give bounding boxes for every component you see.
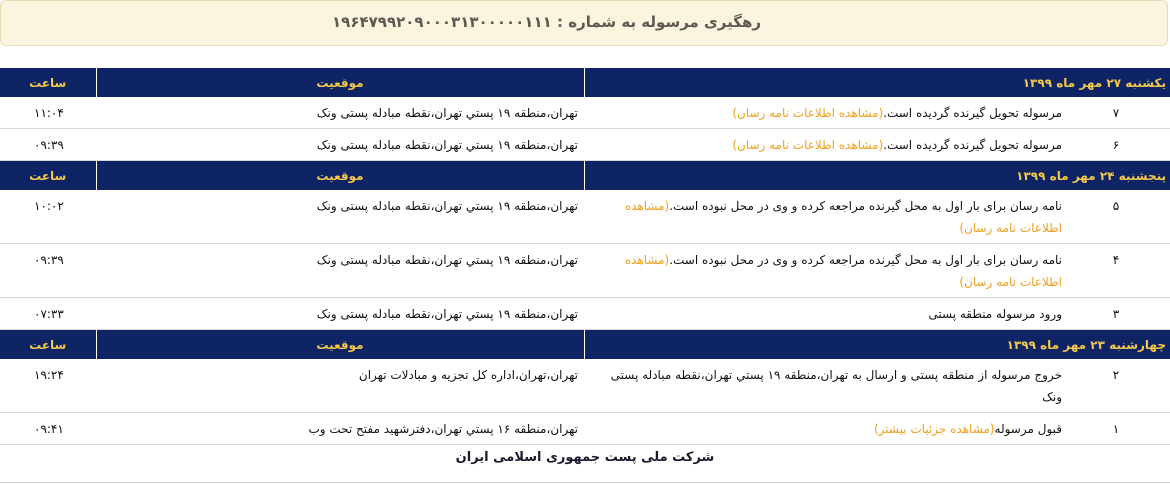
date-header-row <box>0 161 1170 191</box>
time-column-header: ساعت <box>0 68 96 97</box>
row-time: ۱۰:۰۲ <box>0 190 96 244</box>
row-location: تهران،منطقه ۱۹ پستي تهران،نقطه مبادله پستی ونک <box>96 244 584 298</box>
row-description <box>584 244 1062 298</box>
location-column-header: موقعیت <box>96 68 584 97</box>
row-location: تهران،منطقه ۱۹ پستي تهران،نقطه مبادله پستی ونک <box>96 97 584 129</box>
view-postman-info-link[interactable]: (مشاهده اطلاعات نامه رسان) <box>624 253 1062 289</box>
time-column-header: ساعت <box>0 161 96 191</box>
footer-company-name: شرکت ملی پست جمهوری اسلامی ایران <box>455 450 715 465</box>
view-postman-info-link[interactable]: (مشاهده اطلاعات نامه رسان) <box>624 199 1062 235</box>
row-description <box>584 97 1062 129</box>
date-label: یکشنبه ۲۷ مهر ماه ۱۳۹۹ <box>584 68 1170 97</box>
row-description <box>584 359 1062 413</box>
row-time: ۰۹:۳۹ <box>0 244 96 298</box>
time-column-header: ساعت <box>0 330 96 360</box>
row-time: ۱۹:۲۴ <box>0 359 96 413</box>
row-location: تهران،منطقه ۱۹ پستي تهران،نقطه مبادله پستی ونک <box>96 129 584 161</box>
date-header-row <box>0 330 1170 360</box>
row-number: ۴ <box>1062 244 1170 298</box>
status-text: مرسوله تحویل گیرنده گردیده است. <box>883 106 1062 120</box>
row-location: تهران،منطقه ۱۹ پستي تهران،نقطه مبادله پستی ونک <box>96 190 584 244</box>
location-column-header: موقعیت <box>96 330 584 360</box>
status-text: نامه رسان برای بار اول به محل گیرنده مراجعه کرده و وی در محل نبوده است. <box>669 253 1062 267</box>
row-location: تهران،منطقه ۱۶ پستي تهران،دفترشهید مفتح تحت وب <box>96 413 584 445</box>
footer-divider <box>0 482 1170 483</box>
row-number: ۳ <box>1062 298 1170 330</box>
date-header-row <box>0 68 1170 97</box>
table-row <box>0 97 1170 129</box>
table-row <box>0 190 1170 244</box>
status-text: خروج مرسوله از منطقه پستی و ارسال به تهران،منطقه ۱۹ پستي تهران،نقطه مبادله پستی ونک <box>610 368 1062 404</box>
row-number: ۱ <box>1062 413 1170 445</box>
table-row <box>0 244 1170 298</box>
row-number: ۲ <box>1062 359 1170 413</box>
row-description <box>584 129 1062 161</box>
row-number: ۷ <box>1062 97 1170 129</box>
view-postman-info-link[interactable]: (مشاهده اطلاعات نامه رسان) <box>732 138 884 152</box>
row-number: ۵ <box>1062 190 1170 244</box>
status-text: ورود مرسوله منطقه پستی <box>928 307 1062 321</box>
row-description <box>584 190 1062 244</box>
status-text: نامه رسان برای بار اول به محل گیرنده مراجعه کرده و وی در محل نبوده است. <box>669 199 1062 213</box>
tracking-title-box <box>0 0 1168 46</box>
row-number: ۶ <box>1062 129 1170 161</box>
row-location: تهران،منطقه ۱۹ پستي تهران،نقطه مبادله پستی ونک <box>96 298 584 330</box>
row-time: ۱۱:۰۴ <box>0 97 96 129</box>
row-description <box>584 413 1062 445</box>
table-row <box>0 129 1170 161</box>
table-row <box>0 298 1170 330</box>
view-more-details-link[interactable]: (مشاهده جزئیات بیشتر) <box>873 422 995 436</box>
row-time: ۰۷:۳۳ <box>0 298 96 330</box>
date-label: چهارشنبه ۲۳ مهر ماه ۱۳۹۹ <box>584 330 1170 360</box>
table-row <box>0 413 1170 445</box>
row-description <box>584 298 1062 330</box>
row-time: ۰۹:۴۱ <box>0 413 96 445</box>
row-location: تهران،تهران،اداره کل تجزیه و مبادلات تهران <box>96 359 584 413</box>
status-text: قبول مرسوله <box>994 422 1062 436</box>
tracking-table <box>0 68 1170 445</box>
date-label: پنجشنبه ۲۴ مهر ماه ۱۳۹۹ <box>584 161 1170 191</box>
status-text: مرسوله تحویل گیرنده گردیده است. <box>883 138 1062 152</box>
tracking-title: رهگیری مرسوله به شماره : ۱۹۶۴۷۹۹۲۰۹۰۰۰۳۱۳۰۰۰۰۰۱۱۱ <box>332 13 761 31</box>
view-postman-info-link[interactable]: (مشاهده اطلاعات نامه رسان) <box>732 106 884 120</box>
location-column-header: موقعیت <box>96 161 584 191</box>
row-time: ۰۹:۳۹ <box>0 129 96 161</box>
table-row <box>0 359 1170 413</box>
